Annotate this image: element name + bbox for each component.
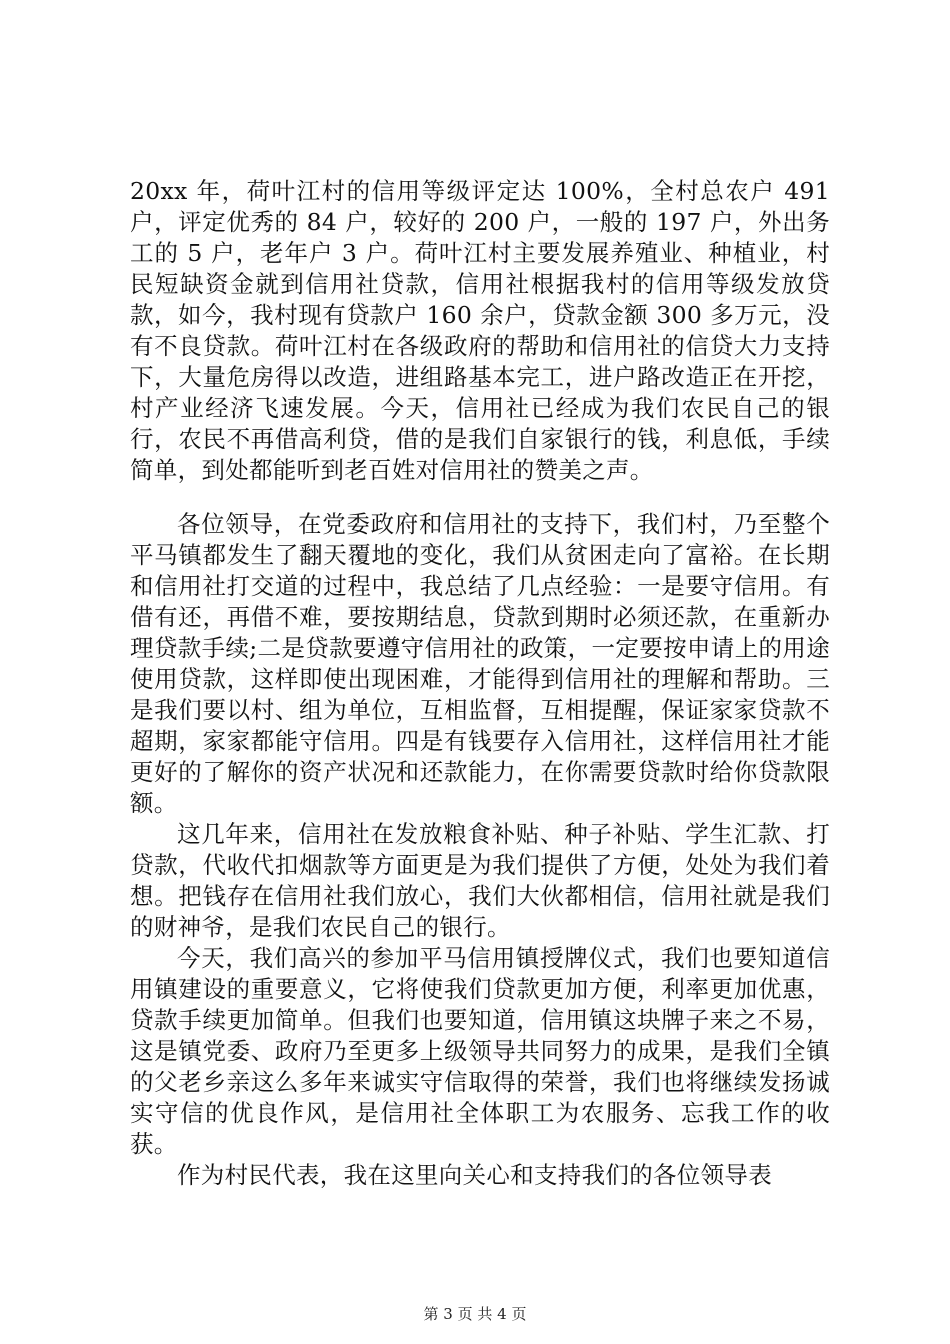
paragraph-representative: 作为村民代表，我在这里向关心和支持我们的各位领导表 (177, 1161, 772, 1189)
text-block-main (130, 509, 830, 1191)
page-number-footer: 第 3 页 共 4 页 (423, 1305, 527, 1323)
paragraph-services: 这几年来，信用社在发放粮食补贴、种子补贴、学生汇款、打贷款，代收代扣烟款等方面更是为我们提供了方便，处处为我们着想。把钱存在信用社我们放心，我们大伙都相信，信用社就是我们的财神爷，是我们农民自己的银行。 (130, 820, 830, 941)
paragraph-ceremony: 今天，我们高兴的参加平马信用镇授牌仪式，我们也要知道信用镇建设的重要意义，它将使我们贷款更加方便，利率更加优惠，贷款手续更加简单。但我们也要知道，信用镇这块牌子来之不易，这是镇党委、政府乃至更多上级领导共同努力的成果，是我们全镇的父老乡亲这么多年来诚实守信取得的荣誉，我们也将继续发扬诚实守信的优良作风，是信用社全体职工为农服务、忘我工作的收获。 (130, 944, 830, 1158)
text-block-top (130, 176, 830, 486)
paragraph-credit-rating: 20xx 年，荷叶江村的信用等级评定达 100%，全村总农户 491 户，评定优秀的 84 户，较好的 200 户，一般的 197 户，外出务工的 5 户，老年户 3 户。荷叶江村主要发展养殖业、种植业，村民短缺资金就到信用社贷款，信用社根据我村的信用等级发放贷款，如今，我村现有贷款户 160 余户，贷款金额 300 多万元，没有不良贷款。荷叶江村在各级政府的帮助和信用社的信贷大力支持下，大量危房得以改造，进组路基本完工，进户路改造正在开挖，村产业经济飞速发展。今天，信用社已经成为我们农民自己的银行，农民不再借高利贷，借的是我们自家银行的钱，利息低，手续简单，到处都能听到老百姓对信用社的赞美之声。 (130, 177, 830, 484)
paragraph-experience: 各位领导，在党委政府和信用社的支持下，我们村，乃至整个平马镇都发生了翻天覆地的变化，我们从贫困走向了富裕。在长期和信用社打交道的过程中，我总结了几点经验：一是要守信用。有借有还，再借不难，要按期结息，贷款到期时必须还款，在重新办理贷款手续;二是贷款要遵守信用社的政策，一定要按申请上的用途使用贷款，这样即使出现困难，才能得到信用社的理解和帮助。三是我们要以村、组为单位，互相监督，互相提醒，保证家家贷款不超期，家家都能守信用。四是有钱要存入信用社，这样信用社才能更好的了解你的资产状况和还款能力，在你需要贷款时给你贷款限额。 (130, 510, 830, 817)
